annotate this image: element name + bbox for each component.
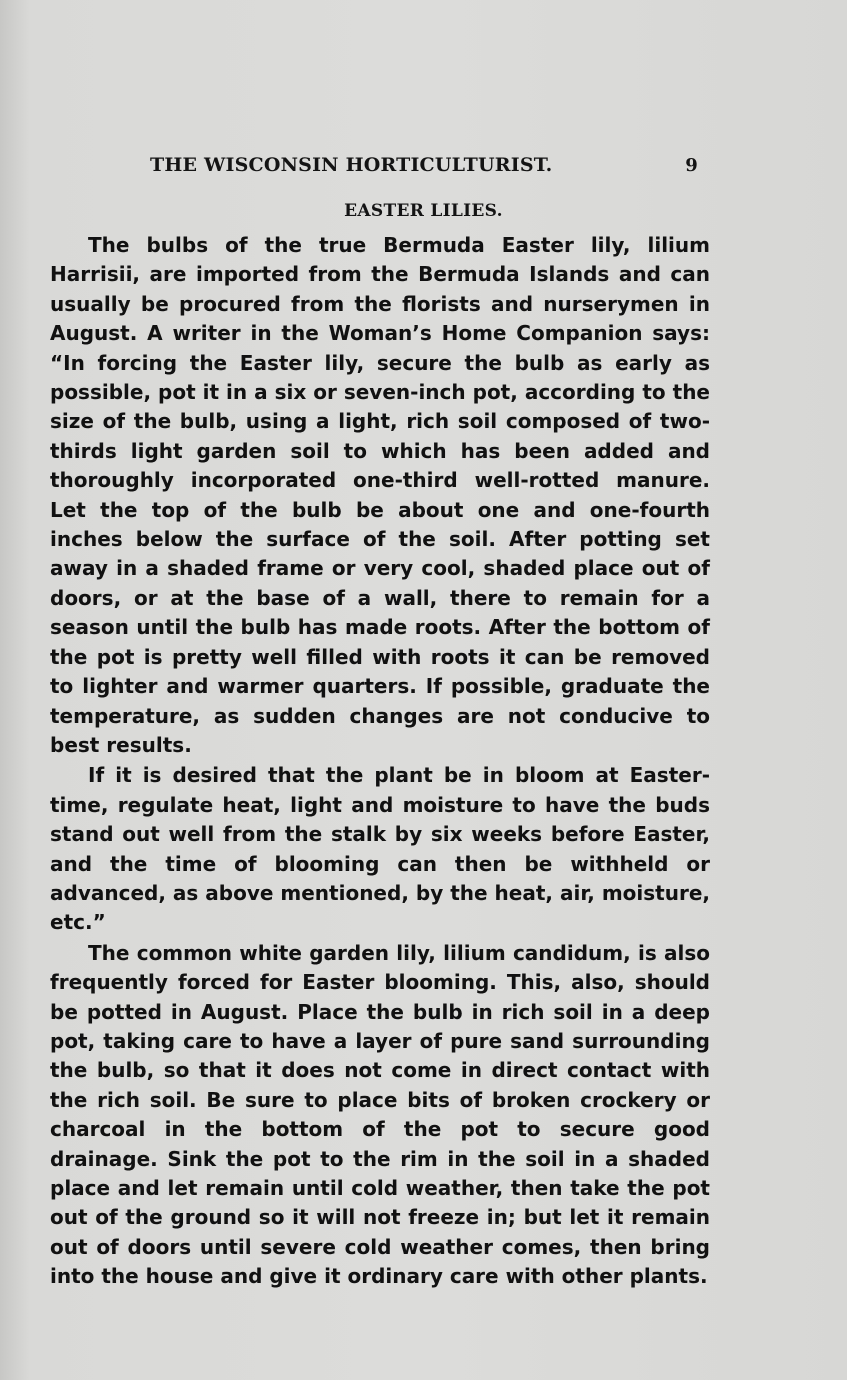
page-number: 9 [685,154,698,176]
section-title: EASTER LILIES. [344,201,503,221]
page-header [150,148,698,182]
article-body [50,231,710,1292]
paragraph: The bulbs of the true Bermuda Easter lily, lilium Harrisii, are imported from the Bermuda Islands and can usually be procured from the florists and nurserymen in August. A writer in the Woman’s Home Companion says: “In forcing the Easter lily, secure the bulb as early as possible, pot it in a six or seven-inch pot, according to the size of the bulb, using a light, rich soil composed of two-thirds light garden soil to which has been added and thoroughly incorporated one-third well-rotted manure. Let the top of the bulb be about one and one-fourth inches below the surface of the soil. After potting set away in a shaded frame or very cool, shaded place out of doors, or at the base of a wall, there to remain for a season until the bulb has made roots. After the bottom of the pot is pretty well filled with roots it can be removed to lighter and warmer quarters. If possible, graduate the temperature, as sudden changes are not conducive to best results. [50,233,710,757]
running-title: THE WISCONSIN HORTICULTURIST. [150,154,553,176]
paragraph: If it is desired that the plant be in bloom at Easter-time, regulate heat, light and moisture to have the buds stand out well from the stalk by six weeks before Easter, and the time of blooming can then be withheld or advanced, as above mentioned, by the heat, air, moisture, etc.” [50,763,710,935]
paragraph: The common white garden lily, lilium candidum, is also frequently forced for Easter blooming. This, also, should be potted in August. Place the bulb in rich soil in a deep pot, taking care to have a layer of pure sand surrounding the bulb, so that it does not come in direct contact with the rich soil. Be sure to place bits of broken crockery or charcoal in the bottom of the pot to secure good drainage. Sink the pot to the rim in the soil in a shaded place and let remain until cold weather, then take the pot out of the ground so it will not freeze in; but let it remain out of doors until severe cold weather comes, then bring into the house and give it ordinary care with other plants. [50,940,710,1289]
